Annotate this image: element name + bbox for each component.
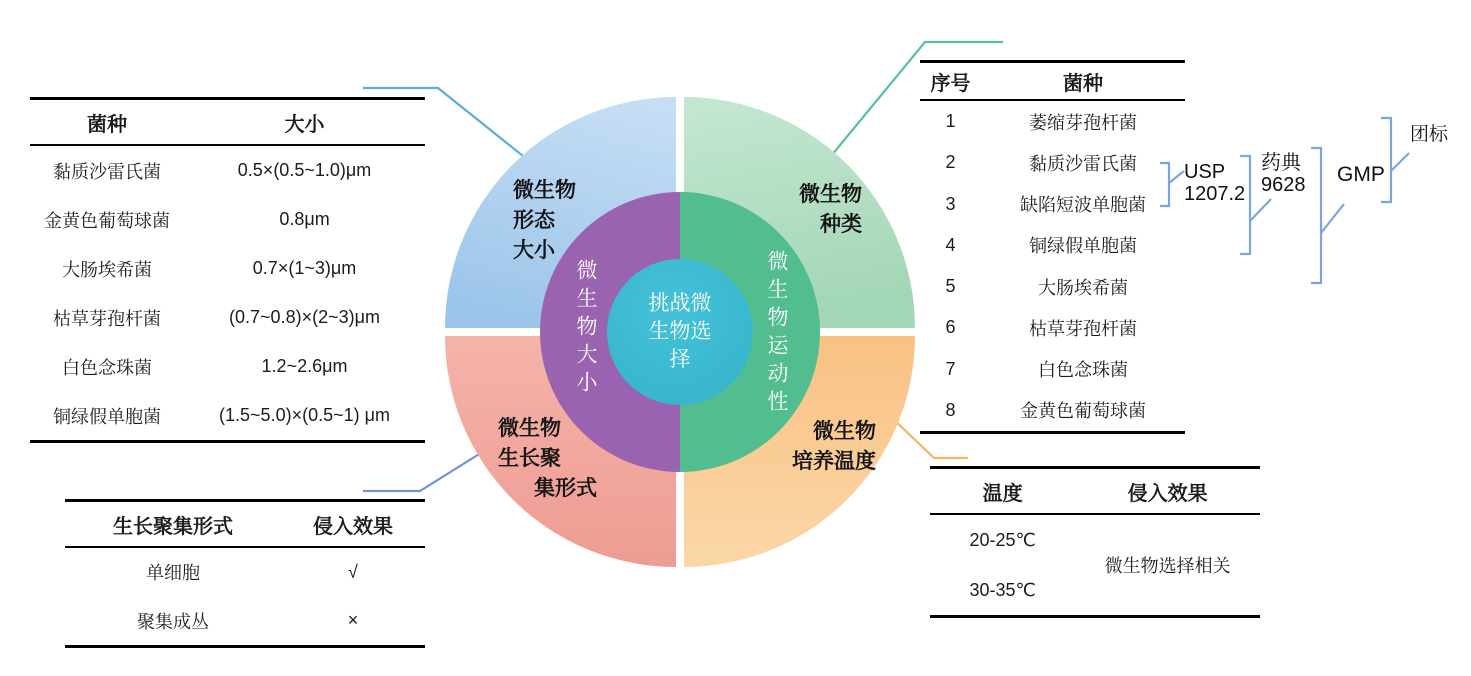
temperature-table-header-temp: 温度 [982, 482, 1023, 505]
table-row: 黏质沙雷氏菌 0.5×(0.5~1.0)μm [53, 160, 372, 182]
species-table [920, 60, 1185, 434]
bracket-leader-group-standard [1391, 153, 1409, 171]
standard-label-gmp: GMP [1337, 163, 1385, 186]
species-table-header-no: 序号 [930, 72, 971, 95]
size-table [30, 97, 425, 443]
size-table-header [30, 100, 425, 146]
table-row: 7 白色念珠菌 [945, 358, 1128, 381]
quadrant-label-morphology: 微生物 形态 大小 [513, 179, 576, 262]
table-row: 大肠埃希菌 0.7×(1~3)μm [62, 258, 357, 280]
table-row: 金黄色葡萄球菌 0.8μm [44, 209, 330, 231]
table-row: 4 铜绿假单胞菌 [945, 234, 1137, 257]
temperature-values-column [930, 515, 1075, 615]
table-row: 单细胞 √ [146, 561, 358, 584]
species-table-header-name: 菌种 [1062, 72, 1103, 95]
table-row: 5 大肠埃希菌 [945, 276, 1128, 298]
table-row: 聚集成丛 × [137, 610, 359, 632]
table-row: 1 萎缩芽孢杆菌 [945, 111, 1137, 133]
temperature-table-body [930, 515, 1260, 615]
bracket-pharmacopoeia [1311, 148, 1321, 283]
center-circle [607, 259, 753, 405]
temp-range-low: 20-25℃ [969, 529, 1036, 550]
table-row: 6 枯草芽孢杆菌 [945, 317, 1137, 339]
center-circle-label: 挑战微生物选择 [648, 292, 712, 371]
table-row: 3 缺陷短波单胞菌 [945, 193, 1146, 216]
bracket-leader-pharmacopoeia [1250, 199, 1271, 221]
quadrant-label-temperature: 微生物 培养温度 [792, 420, 876, 473]
temperature-table-header [930, 469, 1260, 515]
growth-table [65, 499, 425, 648]
bracket-gmp [1381, 118, 1391, 202]
growth-table-header-effect: 侵入效果 [313, 515, 393, 538]
growth-table-body [65, 548, 425, 645]
temperature-table-header-effect: 侵入效果 [1127, 482, 1208, 505]
table-row: 白色念珠菌 1.2~2.6μm [62, 356, 348, 378]
inner-ring-left-label: 微生物大小 [574, 259, 597, 399]
species-table-header [920, 63, 1185, 101]
growth-table-header-form: 生长聚集形式 [113, 515, 233, 538]
quadrant-label-species: 微生物 种类 [799, 183, 862, 236]
standard-label-pharmacopoeia: 药典 9628 [1261, 152, 1306, 196]
temperature-effect-cell: 微生物选择相关 [1104, 556, 1231, 576]
bracket-leader-gmp [1321, 204, 1344, 233]
quadrant-label-growth: 微生物 生长聚 集形式 [498, 417, 597, 500]
table-row: 8 金黄色葡萄球菌 [945, 399, 1146, 422]
growth-table-header [65, 502, 425, 548]
inner-ring-right-label: 微生物运动性 [765, 250, 788, 418]
size-table-body [30, 146, 425, 440]
table-row: 枯草芽孢杆菌 (0.7~0.8)×(2~3)μm [53, 307, 380, 329]
temperature-table [930, 466, 1260, 618]
table-row: 2 黏质沙雷氏菌 [945, 152, 1137, 174]
size-table-header-species: 菌种 [87, 113, 128, 136]
table-row: 铜绿假单胞菌 (1.5~5.0)×(0.5~1) μm [53, 405, 390, 427]
size-table-header-size: 大小 [284, 113, 325, 136]
species-table-body [920, 101, 1185, 431]
standard-label-group-standard: 团标 [1410, 124, 1449, 145]
temp-range-high: 30-35℃ [969, 579, 1036, 600]
standard-label-usp: USP 1207.2 [1184, 161, 1246, 205]
